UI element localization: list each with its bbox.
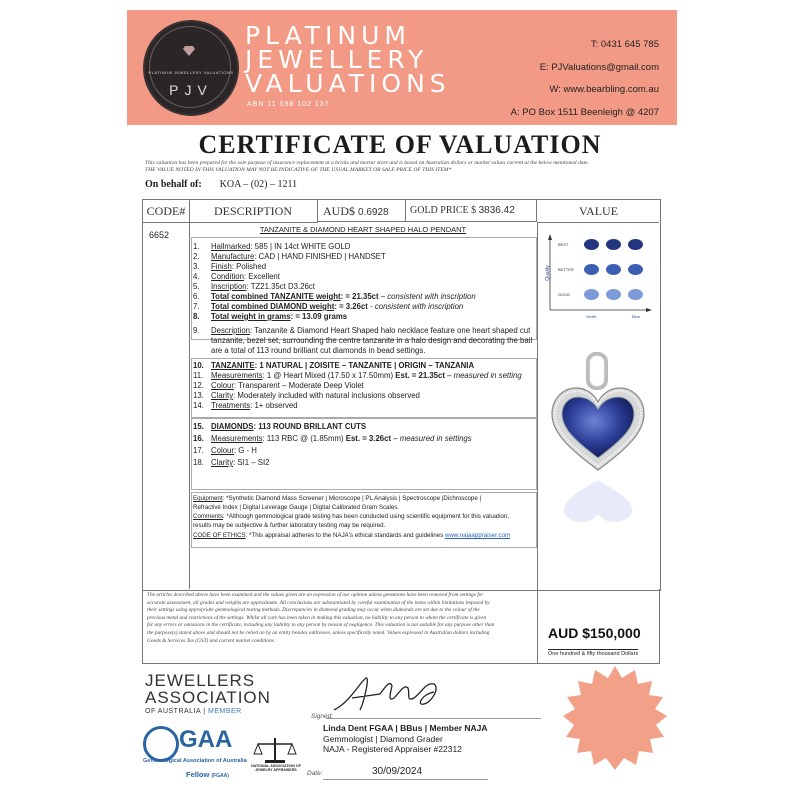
gem-swatch (628, 264, 643, 275)
page-title: CERTIFICATE OF VALUATION (198, 130, 602, 159)
value-column (538, 222, 659, 589)
item-9-line3: are a total of 113 round brilliant cut diamonds in bead settings. (211, 346, 426, 355)
gem-swatch (606, 289, 621, 300)
description-column (189, 222, 538, 589)
naja-link[interactable]: www.najaappraiser.com (444, 532, 511, 539)
item-15: 15. DIAMONDS: 113 ROUND BRILLANT CUTS (193, 422, 367, 431)
item-6: 6. Total combined TANZANITE weight: = 21.35ct – consistent with inscription (193, 292, 476, 301)
aud-rate-cell: AUD$ 0.6928 (318, 200, 406, 222)
jewellers-association-logo: JEWELLERS ASSOCIATION OF AUSTRALIA | MEMBER (145, 671, 271, 715)
phone: T: 0431 645 785 (590, 39, 659, 50)
pjv-logo (143, 20, 239, 116)
item-17: 17. Colour: G - H (193, 446, 257, 455)
signer-registration: NAJA - Registered Appraiser #22312 (323, 744, 462, 754)
gem-swatch (584, 289, 599, 300)
item-code: 6652 (149, 230, 170, 240)
seal-icon (560, 664, 670, 774)
comments-line2: results may be subjective & further laboratory testing may be required. (193, 522, 386, 529)
col-blue: Blue (632, 314, 641, 319)
disclaimer-box (142, 589, 538, 664)
valuation-amount: AUD $150,000 (548, 625, 641, 641)
quality-axis-label: Quality (544, 265, 551, 281)
item-1: 1. Hallmarked: 585 | IN 14ct WHITE GOLD (193, 242, 351, 251)
naja-scales-icon (250, 732, 300, 782)
date-line (323, 779, 488, 780)
intro-text: This valuation has been prepared for the sole purpose of insurance replacement at a bricks and mortar store and is based on Australian dollars or market values current at the below mentioned date. THE VALUE NOTED IN THIS VALUATION MAY NOT BE INDICATIVE OF THE USUAL MARKET OR SALE PRICE OF THIS ITEM* (145, 160, 589, 173)
equipment-line1: Equipment: *Synthetic Diamond Mass Screener | Microscope | PL Analysis | Spectroscope |Dichroscope | (193, 495, 482, 502)
value-header: VALUE (538, 200, 659, 223)
item-14: 14. Treatments: 1+ observed (193, 401, 298, 410)
contact-details (511, 34, 659, 124)
item-18: 18. Clarity: SI1 – SI2 (193, 458, 270, 467)
quality-chart (544, 230, 654, 325)
signature-line (326, 718, 541, 719)
disclaimer-text: The articles described above have been examined and the values given are an expression of our opinion unless gemstones have been removed from settings for accurate assessment, all grades and weights are approximate. All conclusions are substantiated by careful examination of the items within limitations imposed by their settings using appropriate gemmological testing methods. Discrepancies in diamond grading may occur when diamonds are set due to the colour of the precious metal and restrictions of the settings. Whilst all care has been taken in making this valuation, no liability to any person to whom the certificate is given for any errors or omissions in the certificate, including any liability to any person by reason of negligence. This valuation is not suitable for any purpose other than the purpose(s) stated above and should not be relied on by an entity besides addressee, unless specifically noted. Values expressed in Australian dollars including Goods & Services Tax (GST) and current market conditions. (147, 592, 495, 644)
valuation-table (142, 199, 661, 591)
abn-number: ABN 11 598 102 137 (247, 101, 330, 108)
item-12: 12. Colour: Transparent – Moderate Deep Violet (193, 381, 364, 390)
item-10: 10. TANZANITE: 1 NATURAL | ZOISITE – TANZANITE | ORIGIN – TANZANIA (193, 361, 475, 370)
signed-label: Signed: (311, 713, 334, 720)
item-4: 4. Condition: Excellent (193, 272, 280, 281)
description-header: DESCRIPTION (189, 200, 318, 223)
code-column (143, 222, 190, 589)
valuation-amount-box (536, 589, 660, 664)
gem-swatch (628, 239, 643, 250)
pendant-image-icon (548, 352, 648, 572)
gem-swatch (606, 264, 621, 275)
comments-line1: Comments: *Although gemmological grade testing has been conducted using scientific equipment for this valuation, (193, 513, 510, 520)
row-better: BETTER (558, 267, 574, 272)
item-5: 5. Inscription: TZ21.35ct D3.26ct (193, 282, 315, 291)
valuation-words: One hundred & fifty thousand Dollars (548, 651, 639, 657)
gaa-globe-icon (143, 726, 179, 762)
gold-price-cell: GOLD PRICE $ 3836.42 (406, 200, 537, 222)
gem-swatch (628, 289, 643, 300)
certificate-page: PLATINUM JEWELLERY VALUATIONS PJV PLATINUM JEWELLERY VALUATIONS ABN 11 598 102 137 T: 0431 645 785 E: PJValuations@gmail.com W: www.bearbling.com.au A: PO Box 1511 Beenleigh @ 4207 CERTIFICATE OF VALUATION This valuation has been prepared for the sole purpose of insurance replacement at a bricks and mortar store and is based on Australian dollars or market values current at the below mentioned date. THE VALUE NOTED IN THIS VALUATION MAY NOT BE INDICATIVE OF THE USUAL MARKET OR SALE PRICE OF THIS ITEM* On behalf of: KOA – (02) – 1211 CODE# DESCRIPTION AUD$ 0.6928 GOLD PRICE $ 3836.42 VALUE 6652 TANZANITE & DIAMOND HEART SHAPED HALO PENDANT 1. Hallmarked: 585 | IN 14ct WHITE GOLD 2. Manufacture: CAD | HAND FINISHED | HANDSET 3. Finish: Polished 4. Condition: Excellent 5. Inscription: TZ21.35ct D3.26ct 6. Total combined TANZANITE weight: = 21.35ct – consistent with inscription 7. Total combined DIAMOND weight: = 3.26ct - consistent with inscription 8. Total weight in grams: = 13.09 grams 9. Description: Tanzanite & Diamond Heart Shaped halo necklace feature one heart shaped cut tanzanite, bezel set, surrounding the centre tanzanite in a halo design and decorating the bail are a total of 113 round brilliant cut diamonds in bead settings. 10. TANZANITE: 1 NATURAL | ZOISITE – TANZANITE | ORIGIN – TANZANIA 11. Measurements: 1 @ Heart Mixed (17.50 x 17.50mm) Est. = 21.35ct – measured in setting 12. Colour: Transparent – Moderate Deep Violet 13. Clarity: Moderately included with natural inclusions observed 14. Treatments: 1+ observed 15. DIAMONDS: 113 ROUND BRILLANT CUTS 16. Measurements: 113 RBC @ (1.85mm) Est. = 3.26ct – measured in settings 17. Colour: G - H 18. Clarity: SI1 – SI2 Equipment: *Synthetic Diamond Mass Screener | Microscope | PL Analysis | Spectroscope |Dichroscope | Refractive Index | Digital Leverage Gauge | Digital Calibrated Gram Scales. Comments: *Although gemmological grade testing has been conducted using scientific equipment for this valuation, results may be subjective & further laboratory testing may be required. CODE OF ETHICS: *This appraisal adheres to the NAJA's ethical standards and guidelines www.najaappraiser.com Quality BEST BETTER GOOD Violet Blue The articles described above have been examined and the values given are an expression of our opinion unless gemstones have been removed from settings for accurate assessment, all grades and weights are approximate. All conclusions are substantiated by careful examination of the items within limitations imposed by their settings using appropriate gemmological testing methods. Discrepancies in diamond grading may occur when diamonds are set due to the colour of the precious metal and restrictions of the settings. Whilst all care has been taken in making this valuation, no liability to any person to whom the certificate is given for any errors or omissions in the certificate, including any liability to any person by reason of negligence. This valuation is not suitable for any purpose other than the purpose(s) stated above and should not be relied on by an entity besides addressee, unless specifically noted. Values expressed in Australian dollars including Goods & Services Tax (GST) and current market conditions. AUD $150,000 One hundred & fifty thousand Dollars JEWELLERS ASSOCIATION OF AUSTRALIA | MEMBER GAA Gemmological Association of Australia Fellow (FGAA) NATIONAL ASSOCIATION OF JEWELRY APPRAISERS Signed: Linda Dent FGAA | BBus | Member NAJA Gemmologist | Diamond Grader NAJA - Registered Appraiser #22312 Date: 30/09/2024 (0, 0, 800, 800)
item-title: TANZANITE & DIAMOND HEART SHAPED HALO PENDANT (259, 225, 467, 234)
signer-info (323, 723, 488, 755)
diamond-icon (183, 46, 195, 56)
item-11: 11. Measurements: 1 @ Heart Mixed (17.50 x 17.50mm) Est. = 21.35ct – measured in setting (193, 371, 522, 380)
item-8: 8. Total weight in grams: = 13.09 grams (193, 312, 348, 321)
equipment-line2: Refractive Index | Digital Leverage Gauge | Digital Calibrated Gram Scales. (193, 504, 400, 511)
brand-name: PLATINUM JEWELLERY VALUATIONS (245, 21, 451, 98)
item-13: 13. Clarity: Moderately included with natural inclusions observed (193, 391, 420, 400)
item-2: 2. Manufacture: CAD | HAND FINISHED | HANDSET (193, 252, 386, 261)
behalf-value: KOA – (02) – 1211 (219, 179, 298, 190)
item-7: 7. Total combined DIAMOND weight: = 3.26ct - consistent with inscription (193, 302, 464, 311)
signer-role: Gemmologist | Diamond Grader (323, 733, 443, 744)
item-16: 16. Measurements: 113 RBC @ (1.85mm) Est. = 3.26ct – measured in settings (193, 434, 472, 443)
on-behalf-of: On behalf of: KOA – (02) – 1211 (145, 179, 298, 190)
item-9: 9. Description: Tanzanite & Diamond Heart Shaped halo necklace feature one heart shaped cut (193, 326, 531, 335)
header-banner (127, 10, 677, 125)
code-header: CODE# (143, 200, 190, 223)
row-good: GOOD (558, 292, 571, 297)
item-9-line2: tanzanite, bezel set, surrounding the centre tanzanite in a halo design and decorating the bail (211, 336, 533, 345)
date-value: 30/09/2024 (372, 766, 423, 777)
signer-name: Linda Dent FGAA | BBus | Member NAJA (323, 723, 488, 733)
signature-icon (330, 672, 460, 716)
ethics-line: CODE OF ETHICS: *This appraisal adheres to the NAJA's ethical standards and guidelines www.najaappraiser.com (193, 532, 511, 539)
logo-text: PLATINUM JEWELLERY VALUATIONS (148, 70, 234, 75)
item-3: 3. Finish: Polished (193, 262, 267, 271)
gem-swatch (584, 239, 599, 250)
naja-text: NATIONAL ASSOCIATION OF JEWELRY APPRAISERS (251, 764, 301, 773)
col-violet: Violet (586, 314, 596, 319)
date-label: Date: (307, 770, 323, 777)
gem-swatch (606, 239, 621, 250)
address: A: PO Box 1511 Beenleigh @ 4207 (510, 106, 659, 118)
row-best: BEST (558, 242, 569, 247)
logo-initials: PJV (169, 82, 213, 98)
gem-swatch (584, 264, 599, 275)
email-link[interactable]: E: PJValuations@gmail.com (539, 61, 659, 73)
website-link[interactable]: W: www.bearbling.com.au (549, 84, 659, 95)
